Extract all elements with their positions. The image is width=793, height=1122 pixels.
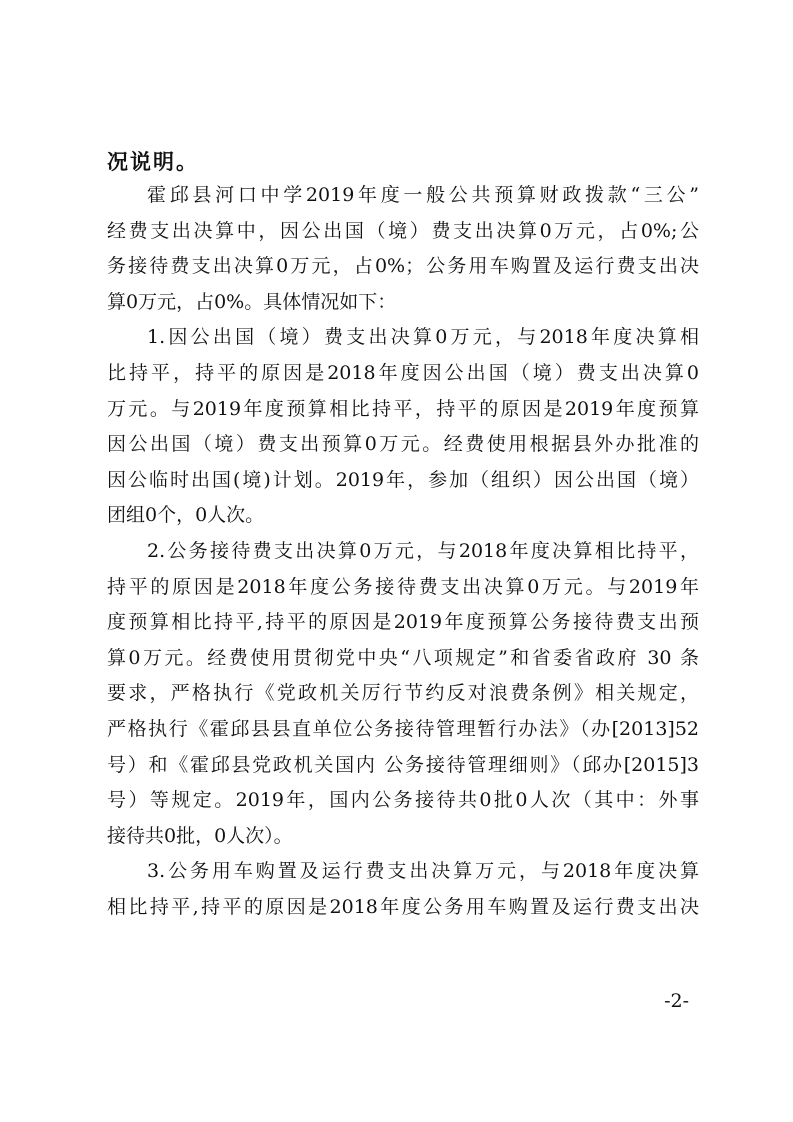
paragraph-line: 号）等规定。2019年，国内公务接待共0批0人次（其中：外事	[107, 789, 699, 812]
paragraph-line: 经费支出决算中，因公出国（境）费支出决算0万元，占0%;公	[107, 219, 699, 242]
paragraph-line: 务接待费支出决算0万元，占0%；公务用车购置及运行费支出决	[107, 255, 699, 278]
paragraph-line: 3.公务用车购置及运行费支出决算万元，与2018年度决算	[147, 860, 699, 883]
paragraph-line: 1.因公出国（境）费支出决算0万元，与2018年度决算相	[147, 326, 699, 349]
paragraph-line: 度预算相比持平,持平的原因是2019年度预算公务接待费支出预	[107, 611, 699, 634]
paragraph-line: 相比持平,持平的原因是2018年度公务用车购置及运行费支出决	[107, 895, 699, 918]
body-text	[107, 178, 699, 925]
paragraph-line: 要求，严格执行《党政机关厉行节约反对浪费条例》相关规定，	[107, 682, 699, 705]
paragraph-line: 接待共0批，0人次）。	[107, 824, 293, 847]
paragraph-line: 严格执行《霍邱县县直单位公务接待管理暂行办法》（办[2013]52	[107, 717, 699, 740]
section-heading: 况说明。	[107, 149, 199, 174]
paragraph-line: 霍邱县河口中学2019年度一般公共预算财政拨款“三公”	[147, 184, 699, 206]
paragraph-line: 万元。与2019年度预算相比持平，持平的原因是2019年度预算	[107, 397, 699, 420]
paragraph-line: 比持平，持平的原因是2018年度因公出国（境）费支出决算0	[107, 361, 699, 384]
paragraph-line: 团组0个，0人次。	[107, 504, 265, 527]
paragraph-line: 2.公务接待费支出决算0万元，与2018年度决算相比持平，	[147, 539, 699, 562]
paragraph-line: 号）和《霍邱县党政机关国内 公务接待管理细则》（邱办[2015]3	[107, 753, 699, 776]
paragraph-line: 因公临时出国(境)计划。2019年，参加（组织）因公出国（境）	[107, 468, 699, 491]
paragraph-line: 持平的原因是2018年度公务接待费支出决算0万元。与2019年	[107, 575, 699, 598]
paragraph-line: 算0万元。经费使用贯彻党中央“八项规定”和省委省政府 30 条	[107, 646, 699, 669]
paragraph-line: 因公出国（境）费支出预算0万元。经费使用根据县外办批准的	[107, 433, 699, 456]
page-number: -2-	[664, 990, 689, 1012]
paragraph-line: 算0万元，占0%。具体情况如下：	[107, 290, 397, 313]
